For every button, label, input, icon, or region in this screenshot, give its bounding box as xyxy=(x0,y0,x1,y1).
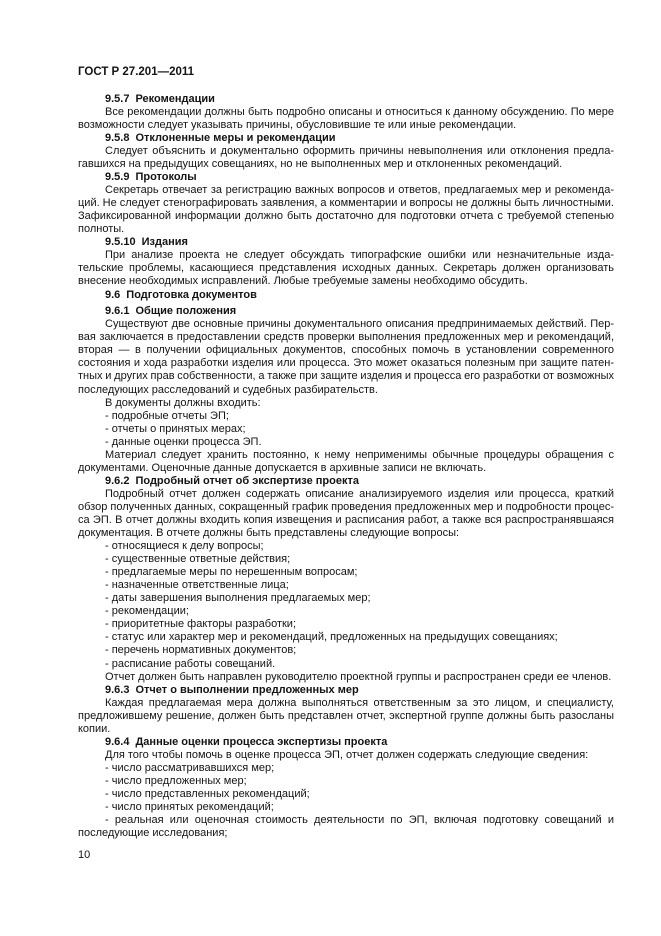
list-item-line: - число представленных рекомендаций; xyxy=(105,787,310,800)
paragraph-line: Материал следует хранить постоянно, к нему неприменимы обычные процедуры обращения с xyxy=(105,448,614,461)
paragraph-line: обзор полученных данных, сокращенный график проведения предложенных мер и подробности процес- xyxy=(78,500,614,513)
document-standard-header: ГОСТ Р 27.201—2011 xyxy=(78,66,195,78)
list-item-line: - число рассматривавшихся мер; xyxy=(105,761,275,774)
list-item xyxy=(78,436,614,449)
paragraph-line: состояния и хода разработки изделия или процесса. Это может оказаться полезным при защите патен- xyxy=(78,357,614,370)
section-number: 9.6.4 xyxy=(105,735,130,748)
paragraph-line: са ЭП. В отчет должны входить копия извещения и расписания работ, а также вся распространявшаяся xyxy=(78,514,614,526)
section-title: Подготовка документов xyxy=(126,289,257,302)
list-item xyxy=(78,762,614,775)
page-number: 10 xyxy=(78,849,91,861)
section-heading xyxy=(78,236,614,249)
list-item xyxy=(78,410,614,423)
list-item xyxy=(78,658,614,671)
paragraph-line: последующих расследований и судебных разбирательств. xyxy=(78,383,378,396)
section-title: Издания xyxy=(141,236,188,249)
bullet-list xyxy=(78,540,614,670)
paragraph-line: Все рекомендации должны быть подробно описаны и относиться к данному обсуждению. По мере xyxy=(105,105,614,118)
section xyxy=(78,171,614,236)
list-item-line: - относящиеся к делу вопросы; xyxy=(105,540,264,553)
section-number: 9.6.3 xyxy=(105,683,130,696)
paragraph-line: внесение необходимых исправлений. Любые требуемые замены необходимо обсудить. xyxy=(78,275,528,288)
list-item xyxy=(78,592,614,605)
list-item-line: - расписание работы совещаний. xyxy=(105,657,276,670)
section xyxy=(78,93,614,132)
list-item xyxy=(78,579,614,592)
section-title: Отчет о выполнении предложенных мер xyxy=(135,683,359,696)
section-heading xyxy=(78,736,614,749)
paragraph-line: вторая — в получении официальных документов, способных помочь в установлении современного xyxy=(78,344,614,357)
paragraph-line: вая заключается в предоставлении средств проверки выполнения предложенных мер и рекомендаций, xyxy=(78,331,614,344)
list-item-line: - приоритетные факторы разработки; xyxy=(105,618,297,631)
paragraph-line: копии. xyxy=(78,722,111,735)
paragraph-line: документами. Оценочные данные допускается в архивные записи не включать. xyxy=(78,461,487,474)
paragraph xyxy=(78,488,614,540)
list-item xyxy=(78,540,614,553)
section-title: Подробный отчет об экспертизе проекта xyxy=(135,474,359,487)
list-item xyxy=(78,775,614,788)
section-title: Общие положения xyxy=(135,305,237,318)
list-item xyxy=(78,814,614,840)
list-item xyxy=(78,644,614,657)
paragraph-line: Для того чтобы помочь в оценке процесса ЭП, отчет должен содержать следующие сведения: xyxy=(105,748,589,761)
paragraph-line: документация. В отчете должны быть представлены следующие вопросы: xyxy=(78,527,460,540)
section-number: 9.6 xyxy=(105,289,121,302)
paragraph-line: Секретарь отвечает за регистрацию важных вопросов и ответов, предлагаемых мер и рекоменда- xyxy=(105,183,614,196)
paragraph-line: Каждая предлагаемая мера должна выполняться ответственным за это лицом, и специалисту, xyxy=(105,696,614,709)
list-item-line: - статус или характер мер и рекомендаций, предложенных на предыдущих совещаниях; xyxy=(105,631,558,644)
list-item-line: - число принятых рекомендаций; xyxy=(105,801,274,814)
list-item-line: - рекомендации; xyxy=(105,605,189,618)
paragraph-line: ций. Не следует стенографировать заявления, а комментарии и вопросы не должны быть личностными. xyxy=(78,196,614,209)
list-item-line: - реальная или оценочная стоимость деятельности по ЭП, включая подготовку совещаний и xyxy=(105,814,614,827)
section xyxy=(78,305,614,475)
list-item-line: - число предложенных мер; xyxy=(105,774,247,787)
section-number: 9.5.7 xyxy=(105,92,130,105)
paragraph-line: тных и других прав собственности, а также при защите изделия и процесса его разработки от возможных xyxy=(78,370,614,383)
paragraph-line: Существуют две основные причины документального описания предпринимаемых действий. Пер- xyxy=(105,318,614,331)
list-item-line: - назначенные ответственные лица; xyxy=(105,579,289,592)
paragraph-line: возможности следует указывать причины, обусловившие те или иные рекомендации. xyxy=(78,118,517,131)
section-heading xyxy=(78,684,614,697)
list-item xyxy=(78,618,614,631)
list-item-line: - отчеты о принятых мерах; xyxy=(105,422,246,435)
list-item-line: последующие исследования; xyxy=(78,827,228,840)
paragraph-line: Следует объяснить и документально оформить причины невыполнения или отклонения предла- xyxy=(105,144,614,157)
list-item xyxy=(78,631,614,644)
paragraph-line: тельские проблемы, касающиеся представления исходных данных. Секретарь должен организовать xyxy=(78,262,614,275)
section-number: 9.6.1 xyxy=(105,305,130,318)
list-item-line: - существенные ответные действия; xyxy=(105,553,291,566)
page-body xyxy=(78,93,614,841)
paragraph xyxy=(78,145,614,171)
paragraph-line: При анализе проекта не следует обсуждать типографские ошибки или незначительные изда- xyxy=(105,249,614,262)
section-title: Отклоненные меры и рекомендации xyxy=(135,131,336,144)
paragraph-line: гавшихся на предыдущих совещаниях, но не выполненных мер и отклоненных рекомендаций. xyxy=(78,157,563,170)
paragraph-line: В документы должны входить: xyxy=(105,396,261,409)
section xyxy=(78,475,614,684)
paragraph-line: Зафиксированной информации должно быть достаточно для подготовки отчета с требуемой степенью xyxy=(78,209,614,222)
section-number: 9.5.8 xyxy=(105,131,130,144)
list-item xyxy=(78,553,614,566)
list-item xyxy=(78,423,614,436)
section-heading xyxy=(78,305,614,318)
paragraph-line: Отчет должен быть направлен руководителю проектной группы и распространен среди ее членов. xyxy=(105,670,612,683)
paragraph xyxy=(78,671,614,684)
paragraph-line: Подробный отчет должен содержать описание анализируемого изделия или процесса, краткий xyxy=(105,487,614,500)
list-item xyxy=(78,605,614,618)
paragraph xyxy=(78,749,614,762)
section xyxy=(78,289,614,302)
section-heading xyxy=(78,93,614,106)
list-item-line: - предлагаемые меры по нерешенным вопросам; xyxy=(105,566,358,579)
section-number: 9.5.10 xyxy=(105,236,136,249)
paragraph xyxy=(78,184,614,236)
list-item-line: - перечень нормативных документов; xyxy=(105,644,297,657)
list-item xyxy=(78,788,614,801)
section xyxy=(78,236,614,288)
list-item-line: - даты завершения выполнения предлагаемых мер; xyxy=(105,592,371,605)
section-heading xyxy=(78,132,614,145)
bullet-list xyxy=(78,410,614,449)
section-heading xyxy=(78,475,614,488)
section-title: Данные оценки процесса экспертизы проекта xyxy=(135,735,388,748)
section-number: 9.6.2 xyxy=(105,474,130,487)
section xyxy=(78,132,614,171)
paragraph xyxy=(78,106,614,132)
section-title: Рекомендации xyxy=(135,92,215,105)
section xyxy=(78,684,614,736)
section-title: Протоколы xyxy=(135,170,197,183)
bullet-list xyxy=(78,762,614,840)
paragraph xyxy=(78,397,614,410)
section xyxy=(78,736,614,840)
paragraph-line: полноты. xyxy=(78,222,125,235)
list-item-line: - данные оценки процесса ЭП. xyxy=(105,435,262,448)
section-heading xyxy=(78,171,614,184)
list-item xyxy=(78,566,614,579)
section-number: 9.5.9 xyxy=(105,170,130,183)
list-item-line: - подробные отчеты ЭП; xyxy=(105,409,229,422)
paragraph-line: предложившему решение, должен быть представлен отчет, экспертной группе должны быть разосланы xyxy=(78,709,614,722)
paragraph xyxy=(78,449,614,475)
paragraph xyxy=(78,249,614,288)
paragraph xyxy=(78,318,614,396)
list-item xyxy=(78,801,614,814)
section-heading xyxy=(78,289,614,302)
paragraph xyxy=(78,697,614,736)
